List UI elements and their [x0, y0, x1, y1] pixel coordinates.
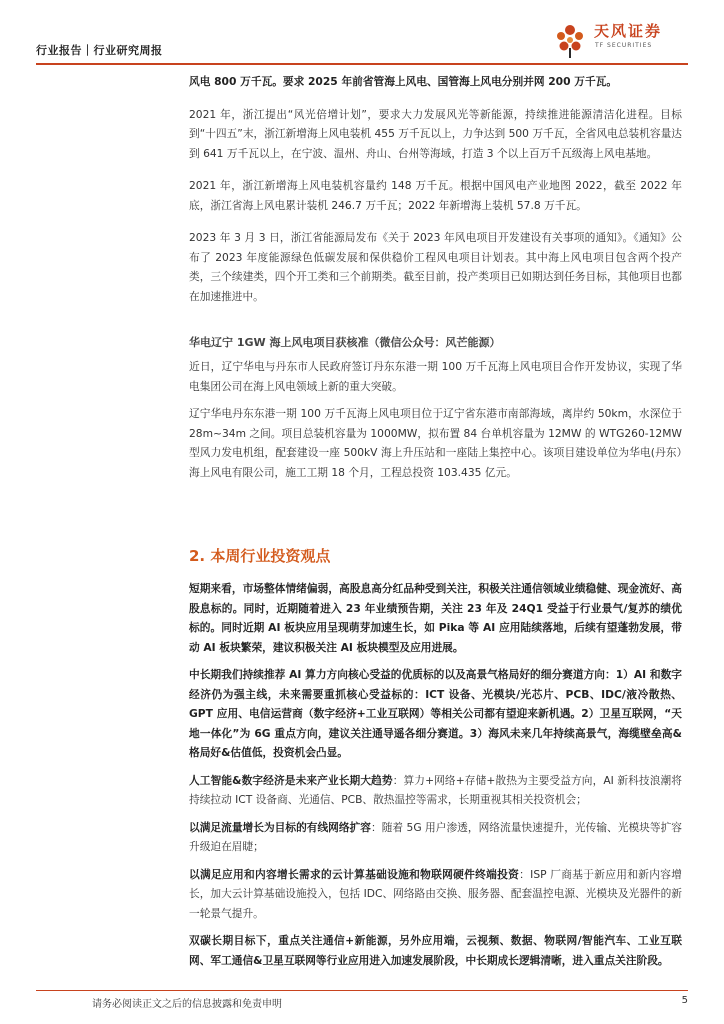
disclaimer-text: 请务必阅读正文之后的信息披露和免责申明 — [92, 999, 282, 1010]
paragraph — [189, 818, 682, 857]
paragraph-body: ：算力+网络+存储+散热为主要受益方向，AI 新科技浪潮将持续拉动 ICT 设备商、光通信、PCB、散热温控等需求，长期重视其相关投资机会； — [189, 773, 682, 806]
paragraph — [189, 865, 682, 924]
section-title: 2. 本周行业投资观点 — [189, 547, 331, 565]
paragraph-lead: 人工智能&数字经济是未来产业长期大趋势 — [189, 773, 393, 787]
paragraph — [189, 771, 682, 810]
logo-text: 天风证券 — [594, 22, 663, 40]
paragraph: 2021 年，浙江提出“风光倍增计划”，要求大力发展风光等新能源，持续推进能源清洁化进程。目标到“十四五”末，浙江新增海上风电装机 455 万千瓦以上，力争达到 500 万千瓦，全省风电总装机容量达到 641 万千瓦以上，在宁波、温州、舟山、台州等海域，打造 3 个以上百万千瓦级海上风电基地。 — [189, 107, 682, 160]
paragraph-body: ：ISP 厂商基于新应用和新内容增长，加大云计算基础设施投入，包括 IDC、网络路由交换、服务器、配套温控电源、光模块及光器件的新一轮景气提升。 — [189, 867, 682, 920]
paragraph: 2021 年，浙江新增海上风电装机容量约 148 万千瓦。根据中国风电产业地图 2022，截至 2022 年底，浙江省海上风电累计装机 246.7 万千瓦；2022 年新增海上装机 57.8 万千瓦。 — [189, 179, 682, 212]
paragraph: 双碳长期目标下，重点关注通信+新能源，另外应用端，云视频、数据、物联网/智能汽车、工业互联网、军工通信&卫星互联网等行业应用进入加速发展阶段，中长期成长逻辑清晰，进入重点关注阶段。 — [189, 934, 682, 967]
flower-logo-icon — [548, 16, 592, 60]
logo-subtext: TF SECURITIES — [595, 42, 653, 49]
paragraph: 风电 800 万千瓦。要求 2025 年前省管海上风电、国管海上风电分别并网 200 万千瓦。 — [189, 75, 618, 88]
page-footer — [36, 990, 688, 1014]
paragraph: 中长期我们持续推荐 AI 算力方向核心受益的优质标的以及高景气格局好的细分赛道方向：1）AI 和数字经济仍为强主线，未来需要重抓核心受益标的：ICT 设备、光模块/光芯片、PCB、IDC/液冷散热、GPT 应用、电信运营商（数字经济+工业互联网）等相关公司都有望迎来新机遇。2）卫星互联网，“天地一体化”为 6G 重点方向，建议关注通导遥各细分赛道。3）海风未来几年持续高景气，海缆壁垒高&格局好&估值低，投资机会凸显。 — [189, 668, 682, 759]
main-content — [189, 72, 682, 970]
paragraph: 短期来看，市场整体情绪偏弱，高股息高分红品种受到关注，积极关注通信领域业绩稳健、现金流好、高股息标的。同时，近期随着进入 23 年业绩预告期，关注 23 年及 24Q1 受益于行业景气/复苏的绩优标的。同时近期 AI 板块应用呈现萌芽加速生长，如 Pika 等 AI 应用陆续落地，后续有望蓬勃发展，带动 AI 板块繁荣，建议积极关注 AI 板块模型及应用进展。 — [189, 582, 682, 654]
page-header — [36, 22, 688, 70]
paragraph: 近日，辽宁华电与丹东市人民政府签订丹东东港一期 100 万千瓦海上风电项目合作开发协议，实现了华电集团公司在海上风电领域上新的重大突破。 — [189, 360, 682, 393]
paragraph-lead: 以满足应用和内容增长需求的云计算基础设施和物联网硬件终端投资 — [189, 867, 520, 881]
paragraph-lead: 以满足流量增长为目标的有线网络扩容 — [189, 820, 372, 834]
report-category: 行业报告｜行业研究周报 — [36, 44, 163, 57]
header-divider — [36, 63, 688, 65]
footer-divider — [36, 990, 688, 991]
page-number: 5 — [681, 995, 688, 1006]
news-subheading: 华电辽宁 1GW 海上风电项目获核准（微信公众号：风芒能源） — [189, 336, 501, 349]
paragraph: 辽宁华电丹东东港一期 100 万千瓦海上风电项目位于辽宁省东港市南部海域，离岸约 50km，水深位于 28m~34m 之间。项目总装机容量为 1000MW，拟布置 84 台单机容量为 12MW 的 WTG260-12MW 型风力发电机组，配套建设一座 500kV 海上升压站和一座陆上集控中心。该项目建设单位为华电(丹东）海上风电有限公司，施工工期 18 个月，工程总投资 103.435 亿元。 — [189, 407, 682, 479]
paragraph-body: ：随着 5G 用户渗透，网络流量快速提升，光传输、光模块等扩容升级迫在眉睫； — [189, 820, 682, 853]
paragraph: 2023 年 3 月 3 日，浙江省能源局发布《关于 2023 年风电项目开发建设有关事项的通知》。《通知》公布了 2023 年度能源绿色低碳发展和保供稳价工程风电项目计划表。其中海上风电项目包含两个投产类，三个续建类，四个开工类和三个前期类。截至目前，投产类项目已如期达到任务目标，其他项目也都在加速推进中。 — [189, 231, 682, 303]
company-logo — [548, 16, 688, 62]
